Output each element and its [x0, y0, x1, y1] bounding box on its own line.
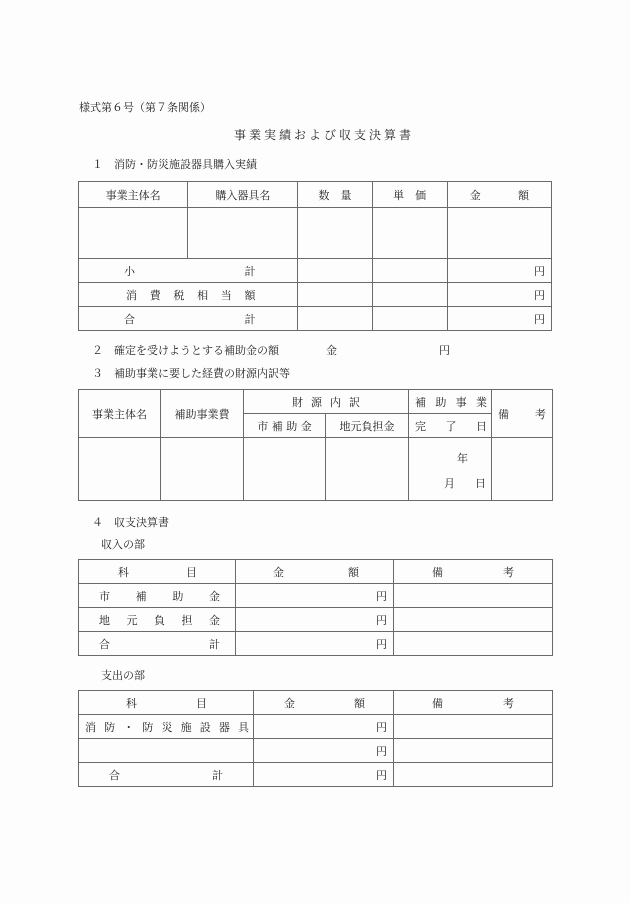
expense-table [78, 690, 553, 787]
header-remarks: 備 考 [394, 691, 553, 715]
header-quantity: 数 量 [298, 182, 372, 208]
section2-heading: ２ 確定を受けようとする補助金の額 [92, 344, 279, 357]
quantity-cell[interactable] [298, 208, 372, 259]
item-total: 合 計 [79, 632, 236, 656]
header-amount: 金 額 [236, 560, 394, 584]
header-item: 科 目 [79, 691, 254, 715]
income-title: 収入の部 [101, 538, 145, 551]
section2-yen: 円 [439, 344, 450, 357]
entity-cell[interactable] [79, 438, 161, 501]
tax-yen[interactable]: 円 [447, 283, 551, 307]
remarks-blank[interactable] [394, 739, 553, 763]
header-unit-price: 単 価 [372, 182, 447, 208]
header-entity: 事業主体名 [79, 182, 188, 208]
subtotal-unit-price[interactable] [372, 259, 447, 283]
total-label: 合 計 [79, 307, 298, 331]
income-table [78, 559, 553, 656]
section2-kin: 金 [326, 344, 337, 357]
completion-date-cell[interactable] [409, 438, 492, 501]
tax-unit-price[interactable] [372, 283, 447, 307]
header-remarks: 備 考 [492, 390, 553, 438]
tax-label: 消 費 税 相 当 額 [79, 283, 298, 307]
header-amount: 金 額 [447, 182, 551, 208]
city-subsidy-cell[interactable] [244, 438, 326, 501]
header-cost: 補助事業費 [161, 390, 244, 438]
section1-heading: １ 消防・防災施設器具購入実績 [92, 158, 257, 171]
year-label: 年 [457, 452, 468, 465]
header-item: 科 目 [79, 560, 236, 584]
expense-title: 支出の部 [101, 669, 145, 682]
remarks-local-burden[interactable] [394, 608, 553, 632]
item-fire-equipment: 消 防 ・ 防 災 施 設 器 具 [79, 715, 254, 739]
form-label: 様式第６号（第７条関係） [79, 101, 211, 114]
header-remarks: 備 考 [394, 560, 553, 584]
section3-heading: ３ 補助事業に要した経費の財源内訳等 [92, 367, 290, 380]
amount-fire-equipment[interactable]: 円 [254, 715, 394, 739]
remarks-total[interactable] [394, 632, 553, 656]
document-title: 事業実績および収支決算書 [234, 128, 415, 142]
header-completion-top: 補 助 事 業 [409, 390, 492, 414]
total-unit-price[interactable] [372, 307, 447, 331]
funding-table [78, 389, 553, 501]
amount-total[interactable]: 円 [254, 763, 394, 787]
total-yen[interactable]: 円 [447, 307, 551, 331]
item-local-burden: 地 元 負 担 金 [79, 608, 236, 632]
header-city-subsidy: 市 補 助 金 [244, 414, 326, 438]
subtotal-label: 小 計 [79, 259, 298, 283]
header-entity: 事業主体名 [79, 390, 161, 438]
equipment-cell[interactable] [188, 208, 298, 259]
remarks-total[interactable] [394, 763, 553, 787]
purchase-table [78, 181, 552, 331]
cost-cell[interactable] [161, 438, 244, 501]
header-breakdown: 財 源 内 訳 [244, 390, 409, 414]
unit-price-cell[interactable] [372, 208, 447, 259]
subtotal-yen[interactable]: 円 [447, 259, 551, 283]
header-amount: 金 額 [254, 691, 394, 715]
month-label: 月 [444, 477, 455, 490]
header-completion-bottom: 完 了 日 [409, 414, 492, 438]
amount-blank[interactable]: 円 [254, 739, 394, 763]
section4-heading: ４ 収支決算書 [92, 516, 169, 529]
item-blank[interactable] [79, 739, 254, 763]
remarks-cell[interactable] [492, 438, 553, 501]
day-label: 日 [475, 477, 486, 490]
total-quantity[interactable] [298, 307, 372, 331]
header-local-burden: 地元負担金 [326, 414, 409, 438]
amount-city-subsidy[interactable]: 円 [236, 584, 394, 608]
local-burden-cell[interactable] [326, 438, 409, 501]
item-total: 合 計 [79, 763, 254, 787]
tax-quantity[interactable] [298, 283, 372, 307]
amount-cell[interactable] [447, 208, 551, 259]
entity-cell[interactable] [79, 208, 188, 259]
header-equipment: 購入器具名 [188, 182, 298, 208]
remarks-fire-equipment[interactable] [394, 715, 553, 739]
amount-local-burden[interactable]: 円 [236, 608, 394, 632]
remarks-city-subsidy[interactable] [394, 584, 553, 608]
item-city-subsidy: 市 補 助 金 [79, 584, 236, 608]
amount-total[interactable]: 円 [236, 632, 394, 656]
subtotal-quantity[interactable] [298, 259, 372, 283]
